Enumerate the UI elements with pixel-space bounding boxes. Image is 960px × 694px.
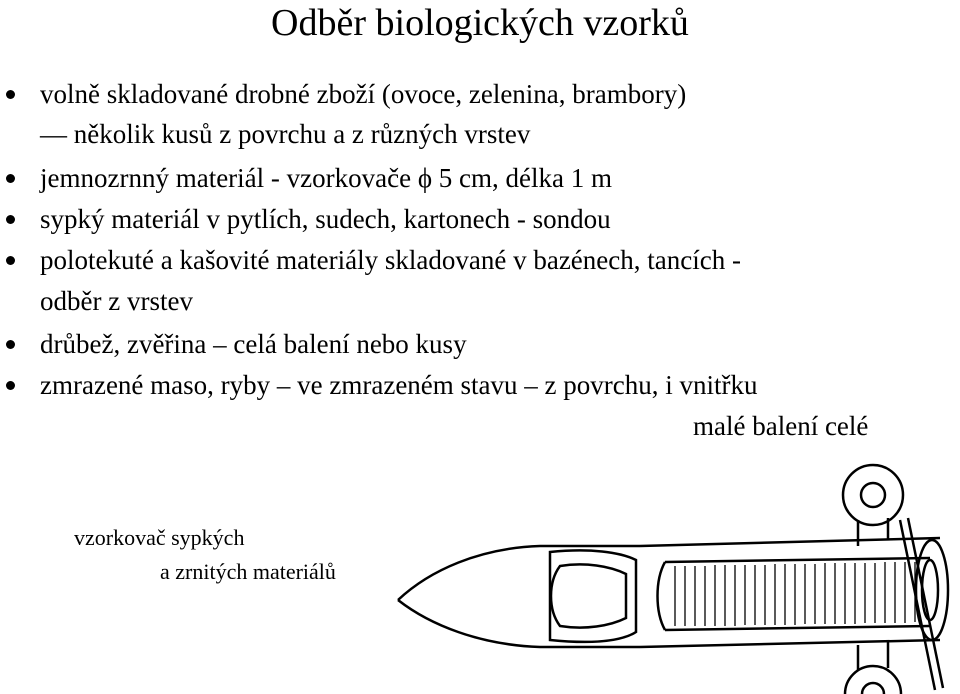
list-item-continuation: malé balení celé [693, 411, 869, 441]
list-item-continuation: odběr z vrstev [40, 286, 193, 316]
list-item: drůbež, zvěřina – celá balení nebo kusy [40, 329, 467, 359]
illustration-caption-line2: a zrnitých materiálů [160, 559, 336, 584]
list-item: polotekuté a kašovité materiály skladované v bazénech, tancích - [40, 245, 741, 275]
list-item: jemnozrnný materiál - vzorkovače ϕ 5 cm, délka 1 m [40, 163, 612, 193]
list-item: sypký materiál v pytlích, sudech, kartonech - sondou [40, 204, 611, 234]
list-item: volně skladované drobné zboží (ovoce, zelenina, brambory) [40, 79, 687, 109]
illustration-caption-line1: vzorkovač sypkých [74, 525, 245, 550]
slide-title: Odběr biologických vzorků [271, 2, 689, 44]
list-item: zmrazené maso, ryby – ve zmrazeném stavu – z povrchu, i vnitřku [40, 370, 758, 400]
list-subitem: — několik kusů z povrchu a z různých vrstev [40, 119, 531, 149]
